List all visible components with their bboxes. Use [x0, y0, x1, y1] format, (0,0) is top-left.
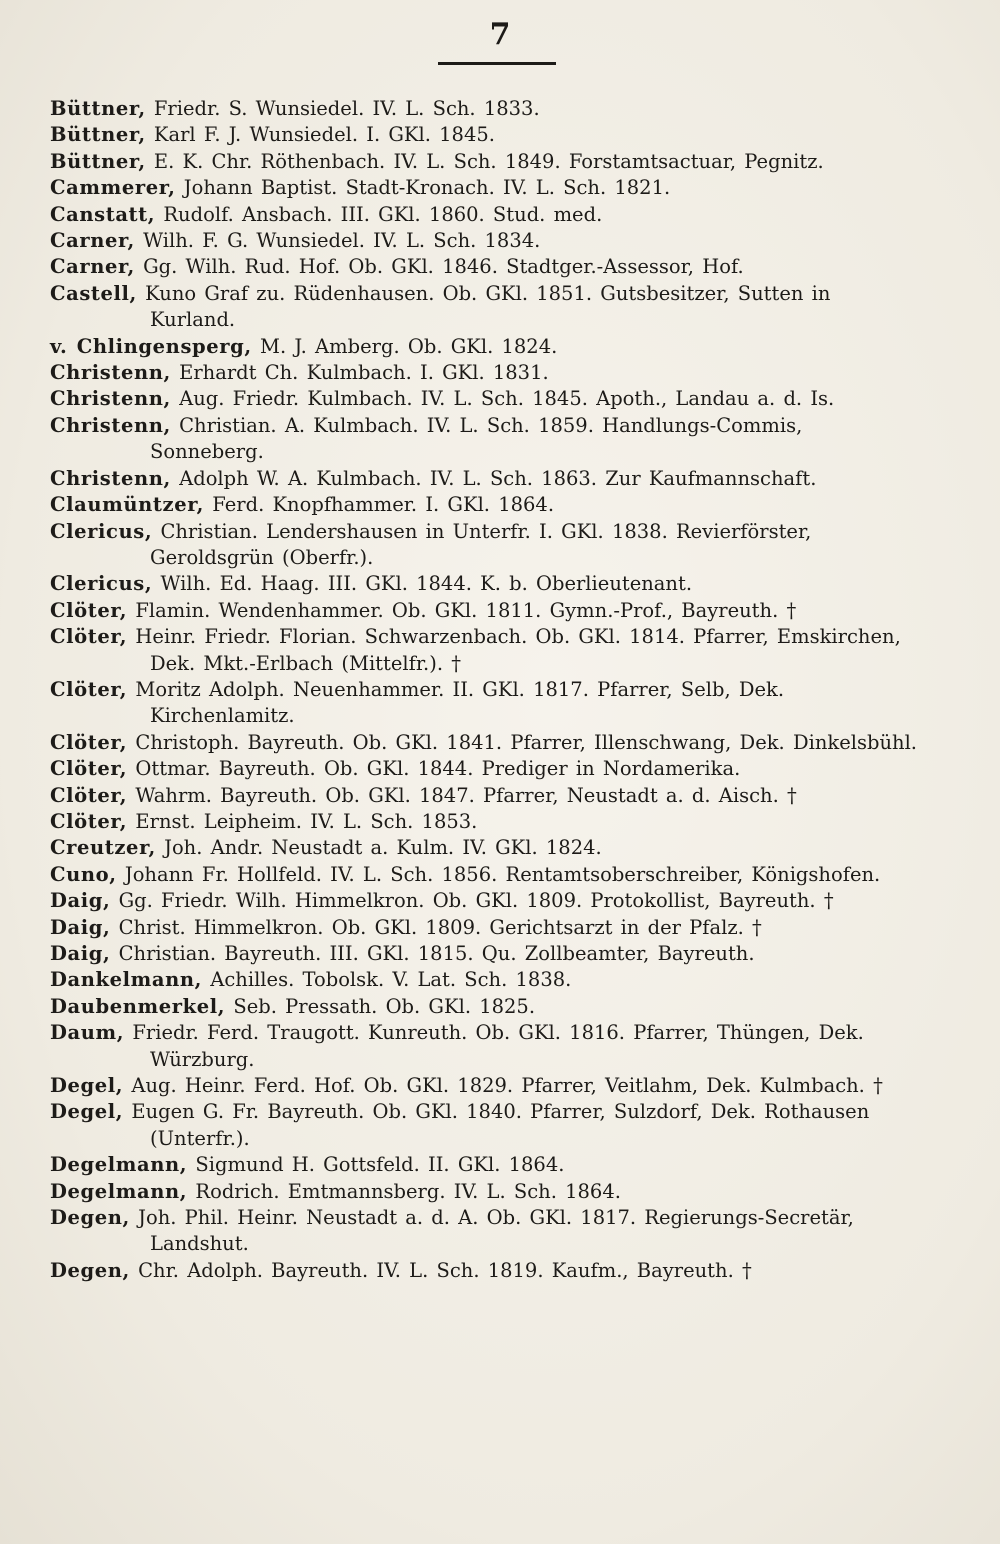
- entry-detail: Moritz Adolph. Neuenhammer. II. GKl. 1817. Pfarrer, Selb, Dek. Kirchenlamitz.: [135, 677, 785, 728]
- register-entry: [50, 1179, 920, 1205]
- entry-detail: Chr. Adolph. Bayreuth. IV. L. Sch. 1819. Kaufm., Bayreuth. †: [138, 1258, 752, 1282]
- register-entry: [50, 360, 920, 386]
- entry-surname: Cammerer,: [50, 176, 176, 200]
- register-entry: [50, 967, 920, 993]
- entry-detail: Ottmar. Bayreuth. Ob. GKl. 1844. Prediger in Nordamerika.: [135, 757, 741, 781]
- entry-detail: Rodrich. Emtmannsberg. IV. L. Sch. 1864.: [195, 1179, 621, 1203]
- entry-detail: Joh. Andr. Neustadt a. Kulm. IV. GKl. 1824.: [164, 836, 602, 860]
- entry-surname: Christenn,: [50, 387, 171, 411]
- entry-detail: Rudolf. Ansbach. III. GKl. 1860. Stud. med.: [163, 202, 603, 226]
- entry-surname: Clöter,: [50, 757, 128, 781]
- entry-surname: Clöter,: [50, 783, 128, 807]
- register-entry: [50, 571, 920, 597]
- register-entry: [50, 149, 920, 175]
- entry-detail: Wilh. F. G. Wunsiedel. IV. L. Sch. 1834.: [143, 229, 541, 253]
- entry-detail: Karl F. J. Wunsiedel. I. GKl. 1845.: [153, 123, 495, 147]
- entry-detail: Aug. Friedr. Kulmbach. IV. L. Sch. 1845. Apoth., Landau a. d. Is.: [179, 387, 835, 411]
- entry-detail: Aug. Heinr. Ferd. Hof. Ob. GKl. 1829. Pfarrer, Veitlahm, Dek. Kulmbach. †: [131, 1074, 883, 1098]
- entry-surname: Clöter,: [50, 677, 128, 701]
- register-entry: [50, 122, 920, 148]
- register-entry: [50, 1073, 920, 1099]
- entry-surname: Daum,: [50, 1021, 125, 1045]
- entry-surname: Daubenmerkel,: [50, 994, 226, 1018]
- entry-surname: Daig,: [50, 915, 111, 939]
- entry-surname: Clöter,: [50, 625, 128, 649]
- entry-detail: Eugen G. Fr. Bayreuth. Ob. GKl. 1840. Pfarrer, Sulzdorf, Dek. Rothausen (Unterfr.).: [131, 1100, 870, 1150]
- register-entry: [50, 756, 920, 782]
- entry-surname: Daig,: [50, 889, 111, 913]
- page-number-rule: [438, 62, 556, 65]
- register-entry: [50, 386, 920, 412]
- register-entry: [50, 835, 920, 861]
- register-entry: [50, 281, 920, 334]
- entry-detail: E. K. Chr. Röthenbach. IV. L. Sch. 1849. Forstamtsactuar, Pegnitz.: [153, 149, 824, 173]
- entry-surname: Degel,: [50, 1100, 124, 1124]
- register-entry: [50, 254, 920, 280]
- register-entry: [50, 492, 920, 518]
- register-entry: [50, 175, 920, 201]
- entry-detail: Friedr. Ferd. Traugott. Kunreuth. Ob. GKl. 1816. Pfarrer, Thüngen, Dek. Würzburg.: [132, 1021, 864, 1071]
- entry-detail: Christian. Bayreuth. III. GKl. 1815. Qu. Zollbeamter, Bayreuth.: [118, 942, 755, 965]
- entry-detail: Christoph. Bayreuth. Ob. GKl. 1841. Pfarrer, Illenschwang, Dek. Dinkelsbühl.: [135, 730, 918, 754]
- register-entry: [50, 519, 920, 572]
- entry-detail: Sigmund H. Gottsfeld. II. GKl. 1864.: [195, 1153, 565, 1177]
- entry-detail: Wilh. Ed. Haag. III. GKl. 1844. K. b. Oberlieutenant.: [160, 572, 693, 596]
- entry-detail: Ferd. Knopfhammer. I. GKl. 1864.: [212, 493, 555, 517]
- entry-detail: Flamin. Wendenhammer. Ob. GKl. 1811. Gymn.-Prof., Bayreuth. †: [135, 598, 797, 622]
- entry-detail: M. J. Amberg. Ob. GKl. 1824.: [259, 334, 558, 358]
- entry-surname: Christenn,: [50, 413, 171, 437]
- register-entry: [50, 1020, 920, 1073]
- entry-surname: Christenn,: [50, 361, 171, 385]
- register-entries: [50, 96, 920, 1284]
- entry-surname: Clöter,: [50, 598, 128, 622]
- entry-detail: Achilles. Tobolsk. V. Lat. Sch. 1838.: [210, 968, 572, 992]
- entry-detail: Erhardt Ch. Kulmbach. I. GKl. 1831.: [179, 361, 549, 385]
- entry-detail: Gg. Wilh. Rud. Hof. Ob. GKl. 1846. Stadtger.-Assessor, Hof.: [143, 255, 744, 279]
- entry-detail: Heinr. Friedr. Florian. Schwarzenbach. Ob. GKl. 1814. Pfarrer, Emskirchen, Dek. Mkt.-Erlbach (Mittelfr.). †: [135, 625, 901, 675]
- entry-detail: Christian. A. Kulmbach. IV. L. Sch. 1859. Handlungs-Commis, Sonneberg.: [150, 413, 803, 464]
- entry-detail: Ernst. Leipheim. IV. L. Sch. 1853.: [135, 809, 478, 833]
- entry-surname: Büttner,: [50, 97, 146, 120]
- entry-detail: Kuno Graf zu. Rüdenhausen. Ob. GKl. 1851. Gutsbesitzer, Sutten in Kurland.: [145, 281, 831, 332]
- register-entry: [50, 334, 920, 360]
- register-entry: [50, 915, 920, 941]
- entry-surname: Cuno,: [50, 862, 117, 886]
- entry-detail: Seb. Pressath. Ob. GKl. 1825.: [233, 994, 536, 1018]
- entry-surname: Christenn,: [50, 466, 171, 490]
- register-entry: [50, 730, 920, 756]
- register-entry: [50, 1258, 920, 1284]
- register-entry: [50, 1152, 920, 1178]
- entry-surname: Degelmann,: [50, 1153, 188, 1177]
- register-entry: [50, 1099, 920, 1152]
- entry-surname: Claumüntzer,: [50, 493, 205, 517]
- entry-detail: Adolph W. A. Kulmbach. IV. L. Sch. 1863. Zur Kaufmannschaft.: [179, 466, 817, 490]
- entry-surname: Degelmann,: [50, 1179, 188, 1203]
- entry-detail: Johann Fr. Hollfeld. IV. L. Sch. 1856. Rentamtsoberschreiber, Königshofen.: [124, 862, 881, 886]
- entry-surname: Canstatt,: [50, 202, 156, 226]
- entry-surname: Clericus,: [50, 519, 153, 543]
- entry-detail: Christian. Lendershausen in Unterfr. I. GKl. 1838. Revierförster, Geroldsgrün (Oberfr.).: [150, 519, 812, 569]
- entry-detail: Joh. Phil. Heinr. Neustadt a. d. A. Ob. GKl. 1817. Regierungs-Secretär, Landshut.: [138, 1206, 854, 1256]
- entry-detail: Wahrm. Bayreuth. Ob. GKl. 1847. Pfarrer, Neustadt a. d. Aisch. †: [135, 783, 797, 807]
- register-entry: [50, 783, 920, 809]
- register-entry: [50, 1205, 920, 1258]
- register-entry: [50, 624, 920, 677]
- entry-surname: Daig,: [50, 942, 111, 965]
- register-entry: [50, 228, 920, 254]
- entry-detail: Johann Baptist. Stadt-Kronach. IV. L. Sch. 1821.: [183, 176, 671, 200]
- entry-detail: Friedr. S. Wunsiedel. IV. L. Sch. 1833.: [153, 97, 540, 120]
- entry-surname: Castell,: [50, 281, 137, 305]
- register-entry: [50, 598, 920, 624]
- register-entry: [50, 413, 920, 466]
- register-entry: [50, 202, 920, 228]
- register-entry: [50, 862, 920, 888]
- register-entry: [50, 96, 920, 122]
- register-entry: [50, 677, 920, 730]
- register-entry: [50, 888, 920, 914]
- entry-surname: Carner,: [50, 255, 135, 279]
- page-number: 7: [489, 17, 511, 52]
- entry-surname: Degen,: [50, 1258, 130, 1282]
- entry-surname: Clericus,: [50, 572, 153, 596]
- register-entry: [50, 466, 920, 492]
- register-entry: [50, 809, 920, 835]
- register-entry: [50, 994, 920, 1020]
- entry-surname: Dankelmann,: [50, 968, 203, 992]
- entry-detail: Gg. Friedr. Wilh. Himmelkron. Ob. GKl. 1809. Protokollist, Bayreuth. †: [118, 889, 834, 913]
- entry-surname: Büttner,: [50, 123, 146, 147]
- entry-surname: Degel,: [50, 1074, 124, 1098]
- entry-detail: Christ. Himmelkron. Ob. GKl. 1809. Gerichtsarzt in der Pfalz. †: [118, 915, 762, 939]
- entry-surname: v. Chlingensperg,: [50, 334, 252, 358]
- entry-surname: Degen,: [50, 1206, 130, 1230]
- entry-surname: Carner,: [50, 229, 135, 253]
- entry-surname: Clöter,: [50, 809, 128, 833]
- entry-surname: Büttner,: [50, 149, 146, 173]
- entry-surname: Creutzer,: [50, 836, 156, 860]
- entry-surname: Clöter,: [50, 730, 128, 754]
- register-entry: [50, 941, 920, 967]
